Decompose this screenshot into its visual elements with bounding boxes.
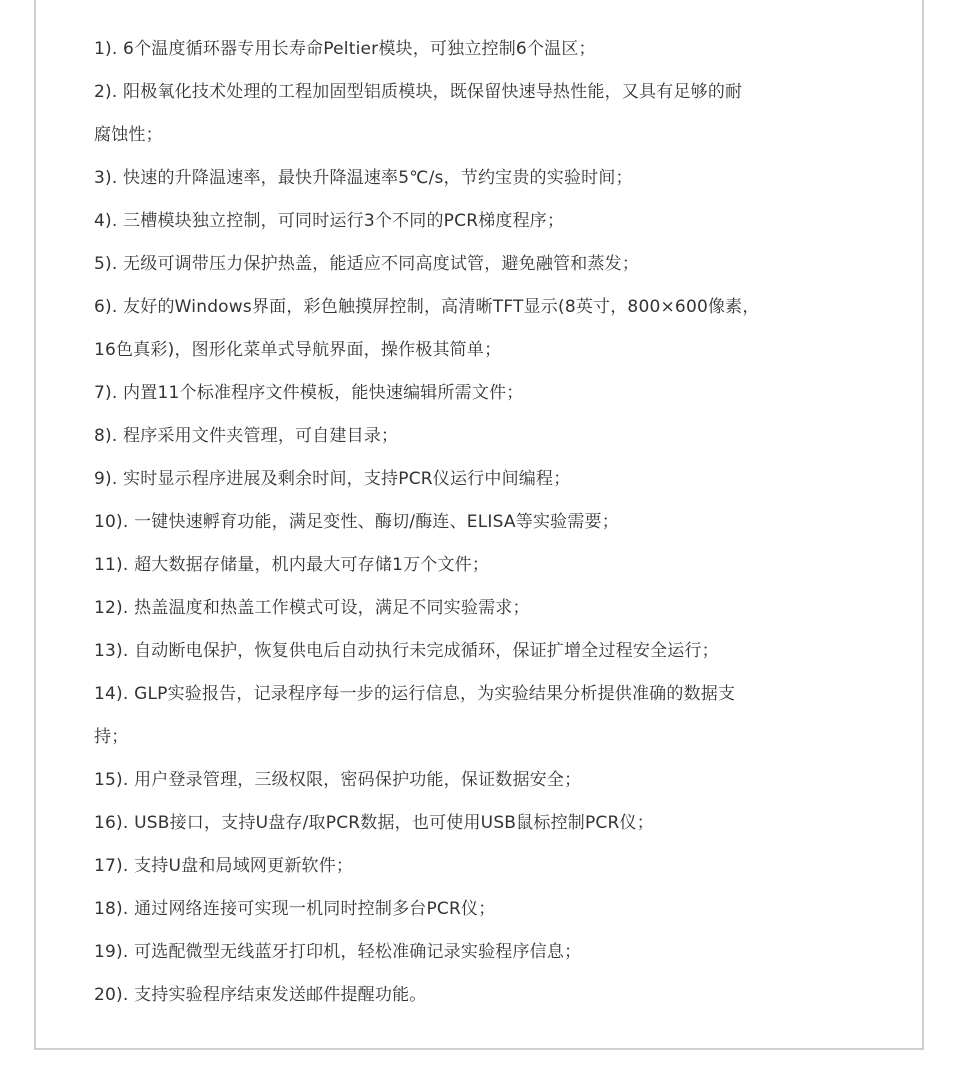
feature-line: 3). 快速的升降温速率，最快升降温速率5℃/s，节约宝贵的实验时间； bbox=[94, 168, 633, 188]
feature-line: 5). 无级可调带压力保护热盖，能适应不同高度试管，避免融管和蒸发； bbox=[94, 254, 640, 274]
feature-line: 10). 一键快速孵育功能，满足变性、酶切/酶连、ELISA等实验需要； bbox=[94, 512, 619, 532]
feature-line: 6). 友好的Windows界面，彩色触摸屏控制，高清晰TFT显示(8英寸，800×600像素， bbox=[94, 297, 760, 317]
feature-line: 7). 内置11个标准程序文件模板，能快速编辑所需文件； bbox=[94, 383, 524, 403]
feature-line: 20). 支持实验程序结束发送邮件提醒功能。 bbox=[94, 985, 427, 1005]
feature-line: 13). 自动断电保护，恢复供电后自动执行未完成循环，保证扩增全过程安全运行； bbox=[94, 641, 719, 661]
feature-line: 9). 实时显示程序进展及剩余时间，支持PCR仪运行中间编程； bbox=[94, 469, 571, 489]
feature-line: 2). 阳极氧化技术处理的工程加固型铝质模块，既保留快速导热性能，又具有足够的耐 bbox=[94, 82, 743, 102]
feature-line: 12). 热盖温度和热盖工作模式可设，满足不同实验需求； bbox=[94, 598, 530, 618]
feature-line: 8). 程序采用文件夹管理，可自建目录； bbox=[94, 426, 399, 446]
feature-line: 14). GLP实验报告，记录程序每一步的运行信息，为实验结果分析提供准确的数据支 bbox=[94, 684, 736, 704]
feature-line: 16色真彩)，图形化菜单式导航界面，操作极其简单； bbox=[94, 340, 502, 360]
feature-line: 腐蚀性； bbox=[94, 125, 163, 145]
feature-line: 17). 支持U盘和局域网更新软件； bbox=[94, 856, 354, 876]
feature-line: 15). 用户登录管理，三级权限，密码保护功能，保证数据安全； bbox=[94, 770, 582, 790]
feature-line: 16). USB接口，支持U盘存/取PCR数据，也可使用USB鼠标控制PCR仪； bbox=[94, 813, 654, 833]
feature-line: 1). 6个温度循环器专用长寿命Peltier模块，可独立控制6个温区； bbox=[94, 39, 596, 59]
feature-line: 4). 三槽模块独立控制，可同时运行3个不同的PCR梯度程序； bbox=[94, 211, 565, 231]
feature-line: 19). 可选配微型无线蓝牙打印机，轻松准确记录实验程序信息； bbox=[94, 942, 582, 962]
feature-line: 11). 超大数据存储量，机内最大可存储1万个文件； bbox=[94, 555, 490, 575]
feature-list bbox=[94, 28, 874, 1017]
feature-line: 18). 通过网络连接可实现一机同时控制多台PCR仪； bbox=[94, 899, 496, 919]
feature-line: 持； bbox=[94, 727, 129, 747]
